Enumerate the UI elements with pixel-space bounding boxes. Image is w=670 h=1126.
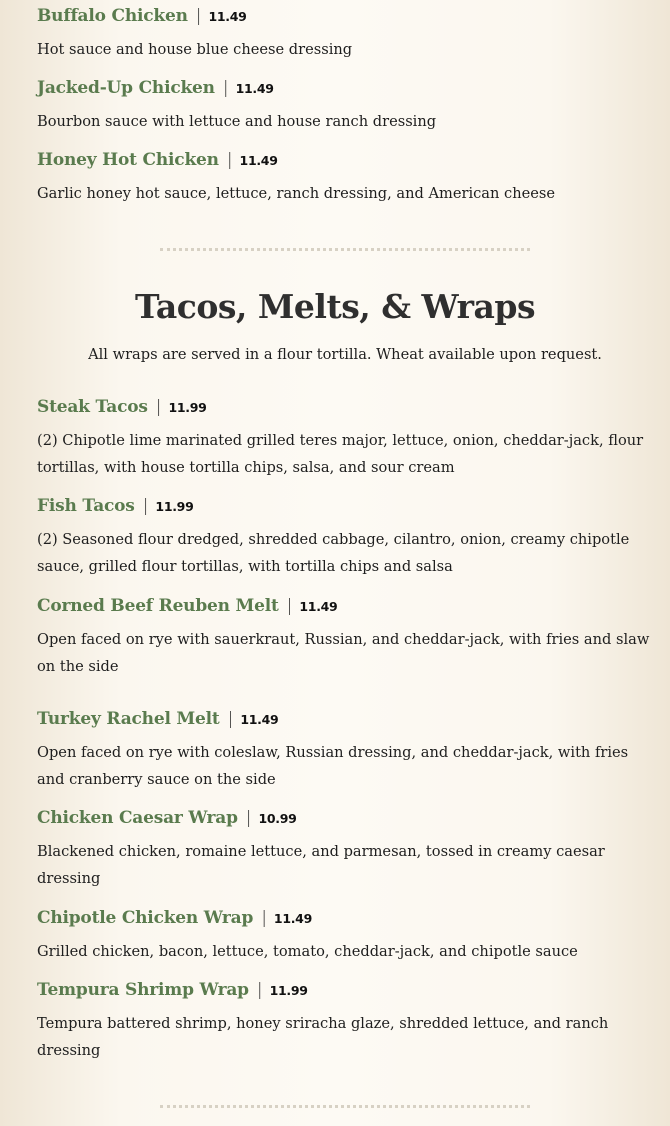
item-name: Steak Tacos — [37, 397, 148, 417]
menu-item — [37, 397, 657, 481]
price-separator: | — [222, 78, 229, 98]
item-price: 11.99 — [155, 499, 194, 514]
item-name: Fish Tacos — [37, 496, 135, 516]
price-separator: | — [261, 908, 267, 928]
item-price: 11.49 — [239, 153, 278, 168]
item-name: Honey Hot Chicken — [37, 150, 219, 170]
section-divider — [160, 248, 530, 251]
price-separator: | — [256, 980, 263, 1000]
section-note: All wraps are served in a flour tortilla. Wheat available upon request. — [88, 346, 602, 363]
item-price: 11.49 — [235, 81, 274, 96]
price-separator: | — [195, 6, 202, 26]
item-description: Open faced on rye with coleslaw, Russian dressing, and cheddar-jack, with fries and cranberry sauce on the side — [37, 744, 629, 788]
item-name: Chipotle Chicken Wrap — [37, 908, 254, 928]
item-price: 11.49 — [299, 599, 338, 614]
item-description: Blackened chicken, romaine lettuce, and parmesan, tossed in creamy caesar dressing — [37, 843, 605, 887]
item-name: Turkey Rachel Melt — [37, 709, 220, 729]
price-separator: | — [226, 150, 233, 170]
item-name: Chicken Caesar Wrap — [37, 808, 238, 828]
item-price: 11.49 — [240, 712, 279, 727]
item-description: Garlic honey hot sauce, lettuce, ranch dressing, and American cheese — [37, 185, 555, 202]
price-separator: | — [155, 397, 162, 417]
menu-item — [37, 6, 657, 63]
menu-item — [37, 908, 657, 965]
item-description: Tempura battered shrimp, honey sriracha glaze, shredded lettuce, and ranch dressing — [37, 1015, 609, 1059]
item-name: Buffalo Chicken — [37, 6, 188, 26]
menu-item — [37, 808, 657, 892]
item-description: Bourbon sauce with lettuce and house ranch dressing — [37, 113, 437, 130]
menu-item — [37, 709, 657, 793]
item-description: Open faced on rye with sauerkraut, Russian, and cheddar-jack, with fries and slaw on the side — [37, 631, 650, 675]
item-description: Grilled chicken, bacon, lettuce, tomato, cheddar-jack, and chipotle sauce — [37, 943, 578, 960]
menu-item — [37, 78, 657, 135]
menu-item — [37, 980, 657, 1064]
section-divider — [160, 1105, 530, 1108]
section-title: Tacos, Melts, & Wraps — [134, 287, 536, 326]
price-separator: | — [245, 808, 252, 828]
item-name: Tempura Shrimp Wrap — [37, 980, 249, 1000]
item-price: 11.99 — [269, 983, 308, 998]
item-name: Jacked-Up Chicken — [37, 78, 215, 98]
item-price: 10.99 — [258, 811, 297, 826]
item-price: 11.99 — [168, 400, 207, 415]
item-description: Hot sauce and house blue cheese dressing — [37, 41, 353, 58]
price-separator: | — [142, 496, 149, 516]
item-description: (2) Chipotle lime marinated grilled teres major, lettuce, onion, cheddar-jack, flour tortillas, with house tortilla chips, salsa, and sour cream — [37, 432, 644, 476]
price-separator: | — [286, 596, 293, 616]
price-separator: | — [227, 709, 234, 729]
item-price: 11.49 — [273, 911, 312, 926]
menu-item — [37, 496, 657, 580]
item-description: (2) Seasoned flour dredged, shredded cabbage, cilantro, onion, creamy chipotle sauce, grilled flour tortillas, with tortilla chips and salsa — [37, 531, 630, 575]
item-price: 11.49 — [208, 9, 247, 24]
item-name: Corned Beef Reuben Melt — [37, 596, 279, 616]
menu-item — [37, 150, 657, 207]
menu-item — [37, 596, 657, 680]
